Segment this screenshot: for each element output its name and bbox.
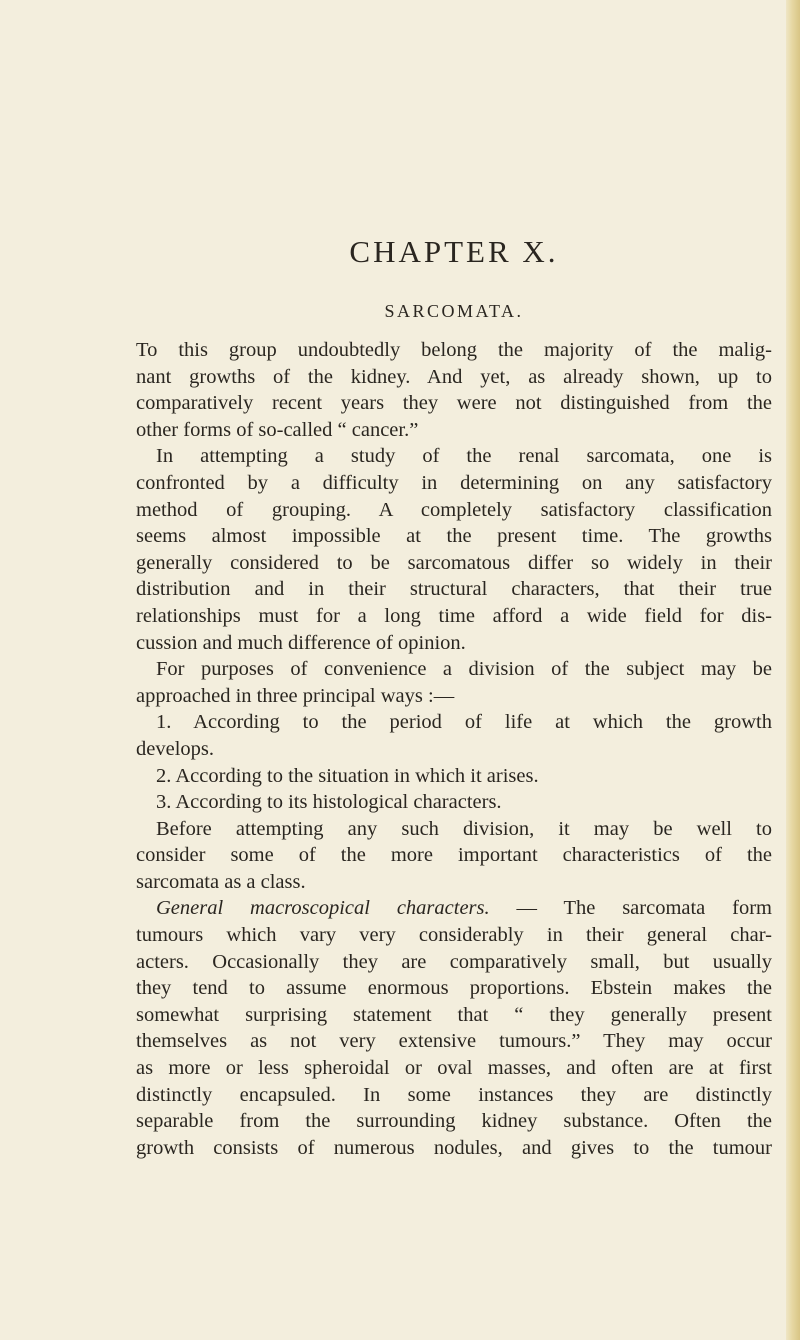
body-text bbox=[136, 337, 772, 1161]
text-line: somewhat surprising statement that “ they generally present bbox=[136, 1003, 772, 1026]
text-line: acters. Occasionally they are comparatively small, but usually bbox=[136, 950, 772, 973]
text-line: For purposes of convenience a division of the subject may be bbox=[156, 658, 772, 681]
text-line: develops. bbox=[136, 737, 214, 760]
text-line: themselves as not very extensive tumours.” They may occur bbox=[136, 1030, 772, 1053]
text-line: In attempting a study of the renal sarcomata, one is bbox=[156, 445, 772, 468]
text-line-with-heading bbox=[136, 895, 772, 922]
text-line: — The sarcomata form bbox=[489, 897, 772, 920]
text-line: relationships must for a long time afford a wide field for dis- bbox=[136, 604, 772, 627]
text-line: growth consists of numerous nodules, and gives to the tumour bbox=[136, 1136, 772, 1159]
text-line: distribution and in their structural characters, that their true bbox=[136, 578, 772, 601]
text-line: 3. According to its histological characters. bbox=[156, 791, 502, 814]
text-line: other forms of so-called “ cancer.” bbox=[136, 418, 419, 441]
text-line: separable from the surrounding kidney substance. Often the bbox=[136, 1110, 772, 1133]
text-line: approached in three principal ways :— bbox=[136, 684, 455, 707]
text-line: cussion and much difference of opinion. bbox=[136, 631, 466, 654]
chapter-title: CHAPTER X. bbox=[349, 234, 559, 269]
section-title: SARCOMATA. bbox=[384, 301, 524, 321]
text-line: 1. According to the period of life at which the growth bbox=[156, 711, 772, 734]
text-line: sarcomata as a class. bbox=[136, 870, 306, 893]
text-line: tumours which vary very considerably in their general char- bbox=[136, 924, 772, 947]
text-line: distinctly encapsuled. In some instances they are distinctly bbox=[136, 1083, 772, 1106]
text-line: generally considered to be sarcomatous differ so widely in their bbox=[136, 551, 772, 574]
text-line: comparatively recent years they were not distinguished from the bbox=[136, 392, 772, 415]
text-line: confronted by a difficulty in determining on any satisfactory bbox=[136, 471, 772, 494]
text-line: 2. According to the situation in which it arises. bbox=[156, 764, 539, 787]
text-line: as more or less spheroidal or oval masses, and often are at first bbox=[136, 1057, 772, 1080]
text-line: consider some of the more important characteristics of the bbox=[136, 844, 772, 867]
italic-heading: General macroscopical characters. bbox=[156, 897, 490, 920]
text-line: seems almost impossible at the present time. The growths bbox=[136, 525, 772, 548]
text-line: nant growths of the kidney. And yet, as already shown, up to bbox=[136, 365, 772, 388]
text-line: To this group undoubtedly belong the majority of the malig- bbox=[136, 339, 772, 361]
text-line: method of grouping. A completely satisfactory classification bbox=[136, 498, 772, 521]
text-line: they tend to assume enormous proportions. Ebstein makes the bbox=[136, 977, 772, 1000]
text-line: Before attempting any such division, it may be well to bbox=[156, 817, 772, 840]
page-edge bbox=[786, 0, 800, 1340]
